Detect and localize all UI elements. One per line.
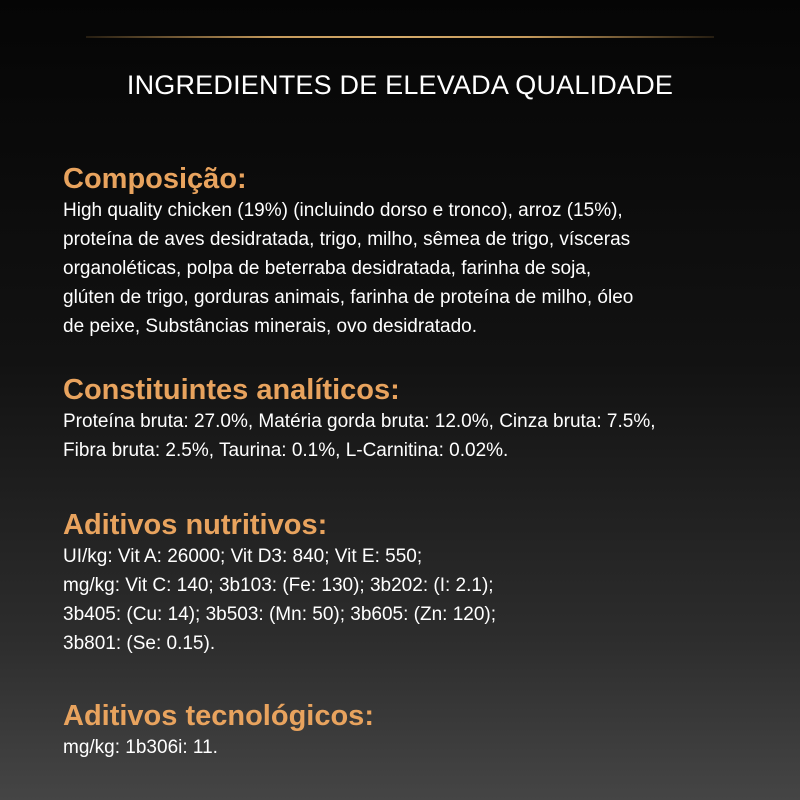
body-line: 3b405: (Cu: 14); 3b503: (Mn: 50); 3b605: (Zn: 120); [63,604,497,625]
body-line: organoléticas, polpa de beterraba desidratada, farinha de soja, [63,258,592,279]
section-body-aditivos-tecnologicos [63,733,763,762]
body-line: UI/kg: Vit A: 26000; Vit D3: 840; Vit E: 550; [63,546,423,567]
section-title-composicao: Composição: [63,163,247,195]
body-line: de peixe, Substâncias minerais, ovo desidratado. [63,316,478,337]
body-line: glúten de trigo, gorduras animais, farinha de proteína de milho, óleo [63,287,634,308]
body-line: Proteína bruta: 27.0%, Matéria gorda bruta: 12.0%, Cinza bruta: 7.5%, [63,411,656,432]
section-constituintes-analiticos [63,373,763,465]
section-aditivos-tecnologicos [63,699,763,762]
body-line: High quality chicken (19%) (incluindo dorso e tronco), arroz (15%), [63,200,623,221]
section-body-aditivos-nutritivos [63,542,763,658]
top-divider [86,36,714,38]
section-title-constituintes: Constituintes analíticos: [63,374,400,406]
section-aditivos-nutritivos [63,508,763,658]
body-line: proteína de aves desidratada, trigo, milho, sêmea de trigo, vísceras [63,229,631,250]
page-title: INGREDIENTES DE ELEVADA QUALIDADE [126,70,674,100]
section-title-aditivos-nutritivos: Aditivos nutritivos: [63,509,328,541]
body-line: mg/kg: Vit C: 140; 3b103: (Fe: 130); 3b202: (I: 2.1); [63,575,494,596]
section-body-constituintes [63,407,763,465]
section-body-composicao [63,196,763,341]
body-line: 3b801: (Se: 0.15). [63,633,216,654]
body-line: mg/kg: 1b306i: 11. [63,737,218,758]
section-title-aditivos-tecnologicos: Aditivos tecnológicos: [63,700,374,732]
section-composicao [63,162,763,341]
body-line: Fibra bruta: 2.5%, Taurina: 0.1%, L-Carnitina: 0.02%. [63,440,509,461]
